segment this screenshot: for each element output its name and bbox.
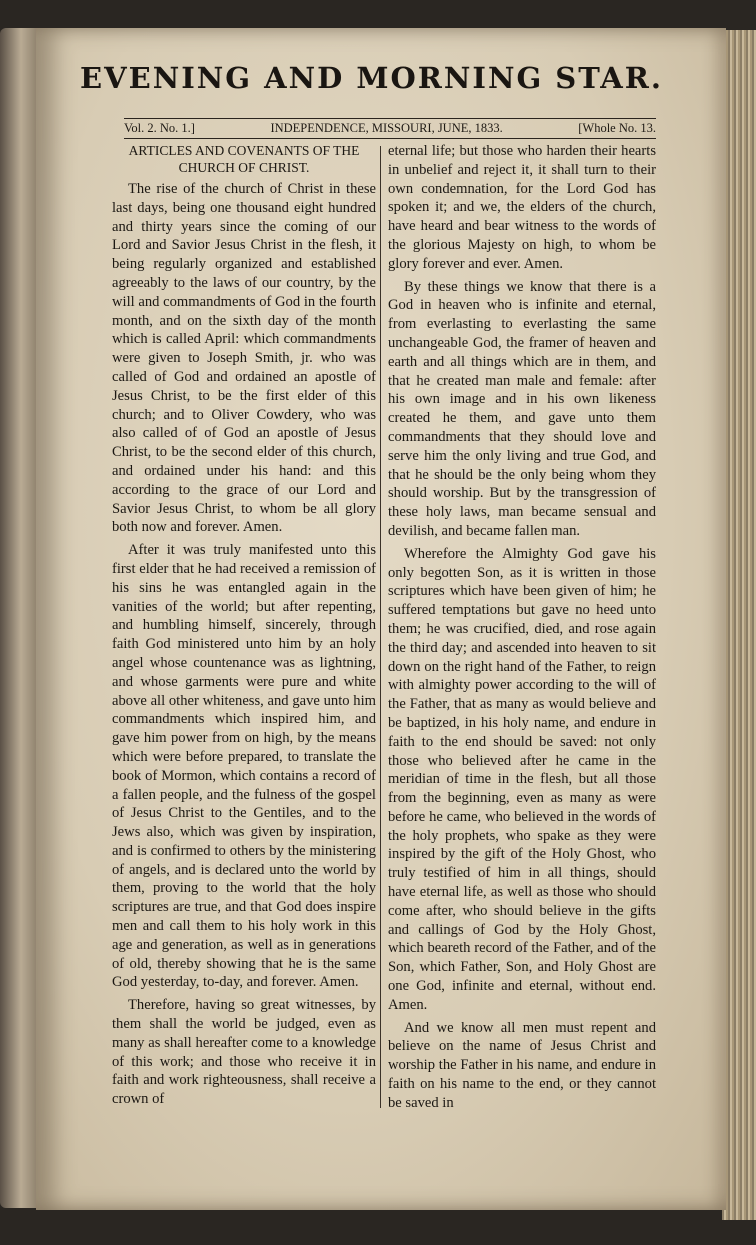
- paragraph: Wherefore the Almighty God gave his only begotten Son, as it is written in those scriptures which have been given of him; he suffered temptations but gave no heed unto them; he was crucified, died, and rose again the third day; and ascended into heaven to sit down on the right hand of the Father, to reign with almighty power according to the will of the Father, that as many as would believe and be baptized, in his holy name, and endure in faith to the end should be saved: not only those who believed after he came in the meridian of time in the flesh, but all those from the beginning, even as many as were before he came, who believed in the words of the holy prophets, who spake as they were inspired by the gift of the Holy Ghost, who truly testified of him in all things, should have eternal life, as well as those who should come after, who should believe in the gifts and callings of God by the Holy Ghost, which beareth record of the Father, and of the Son, which Father, Son, and Holy Ghost are one God, infinite and eternal, without end. Amen.: [388, 545, 656, 1013]
- paragraph: Therefore, having so great witnesses, by them shall the world be judged, even as many as shall hereafter come to a knowledge of this work; and those who receive it in faith and work righteousness, shall receive a crown of: [112, 997, 376, 1108]
- masthead-title: EVENING AND MORNING STAR.: [80, 61, 663, 95]
- column-divider: [380, 146, 381, 1108]
- paragraph: After it was truly manifested unto this first elder that he had received a remission of his sins he was entangled again in the vanities of the world; but after repenting, and humbling himself, sincerely, through faith God ministered unto him by an holy angel whose countenance was as lightning, and whose garments were pure and white above all other whiteness, and gave unto him commandments which inspired him, and gave him power from on high, by the means which were before prepared, to translate the book of Mormon, which contains a record of a fallen people, and the fulness of the gospel of Jesus Christ to the Gentiles, and to the Jews also, which was given by inspiration, and is confirmed to others by the ministering of angels, and is declared unto the world by them, proving to the world that the holy scriptures are true, and that God does inspire men and call them to his holy work in this age and generation, as well as in generations of old, thereby showing that he is the same God yesterday, to-day, and forever. Amen.: [112, 542, 376, 991]
- issue-info-line: [124, 118, 656, 139]
- place-date: INDEPENDENCE, MISSOURI, JUNE, 1833.: [270, 121, 503, 135]
- article-heading: ARTICLES AND COVENANTS OF THE CHURCH OF CHRIST.: [128, 143, 360, 175]
- whole-number: [Whole No. 13.: [578, 121, 656, 135]
- paragraph: The rise of the church of Christ in these last days, being one thousand eight hundred and thirty years since the coming of our Lord and Savior Jesus Christ in the flesh, it being regularly organized and established agreeably to the laws of our country, by the will and commandments of God in the fourth month, and on the sixth day of the month which is called April: which commandments were given to Joseph Smith, jr. who was called of God and ordained an apostle of Jesus Christ, to be the first elder of this church; and to Oliver Cowdery, who was also called of of God an apostle of Jesus Christ, to be the second elder of this church, and ordained under his hand: and this according to the grace of our Lord and Savior Jesus Christ, to whom be all glory both now and forever. Amen.: [112, 181, 376, 536]
- volume-number: Vol. 2. No. 1.]: [124, 121, 195, 135]
- left-page-edge: [0, 28, 38, 1208]
- left-column: [112, 142, 376, 1113]
- paragraph: And we know all men must repent and believe on the name of Jesus Christ and worship the Father in his name, and endure in faith on his name to the end, or they cannot be saved in: [388, 1019, 656, 1111]
- right-page-edges: [722, 30, 756, 1220]
- paragraph: By these things we know that there is a God in heaven who is infinite and eternal, from everlasting to everlasting the same unchangeable God, the framer of heaven and earth and all things which are in them, and that he created man male and female: after his own image and in his own likeness created he them, and gave unto them commandments that they should love and serve him the only living and true God, and that he should be the only being whom they should worship. But by the transgression of these holy laws, man became sensual and devilish, and became fallen man.: [388, 278, 656, 539]
- paragraph: eternal life; but those who harden their hearts in unbelief and reject it, it shall turn to their own condemnation, for the Lord God has spoken it; and we, the elders of the church, have heard and bear witness to the words of the glorious Majesty on high, to whom be glory forever and ever. Amen.: [388, 143, 656, 272]
- right-column: [388, 142, 656, 1117]
